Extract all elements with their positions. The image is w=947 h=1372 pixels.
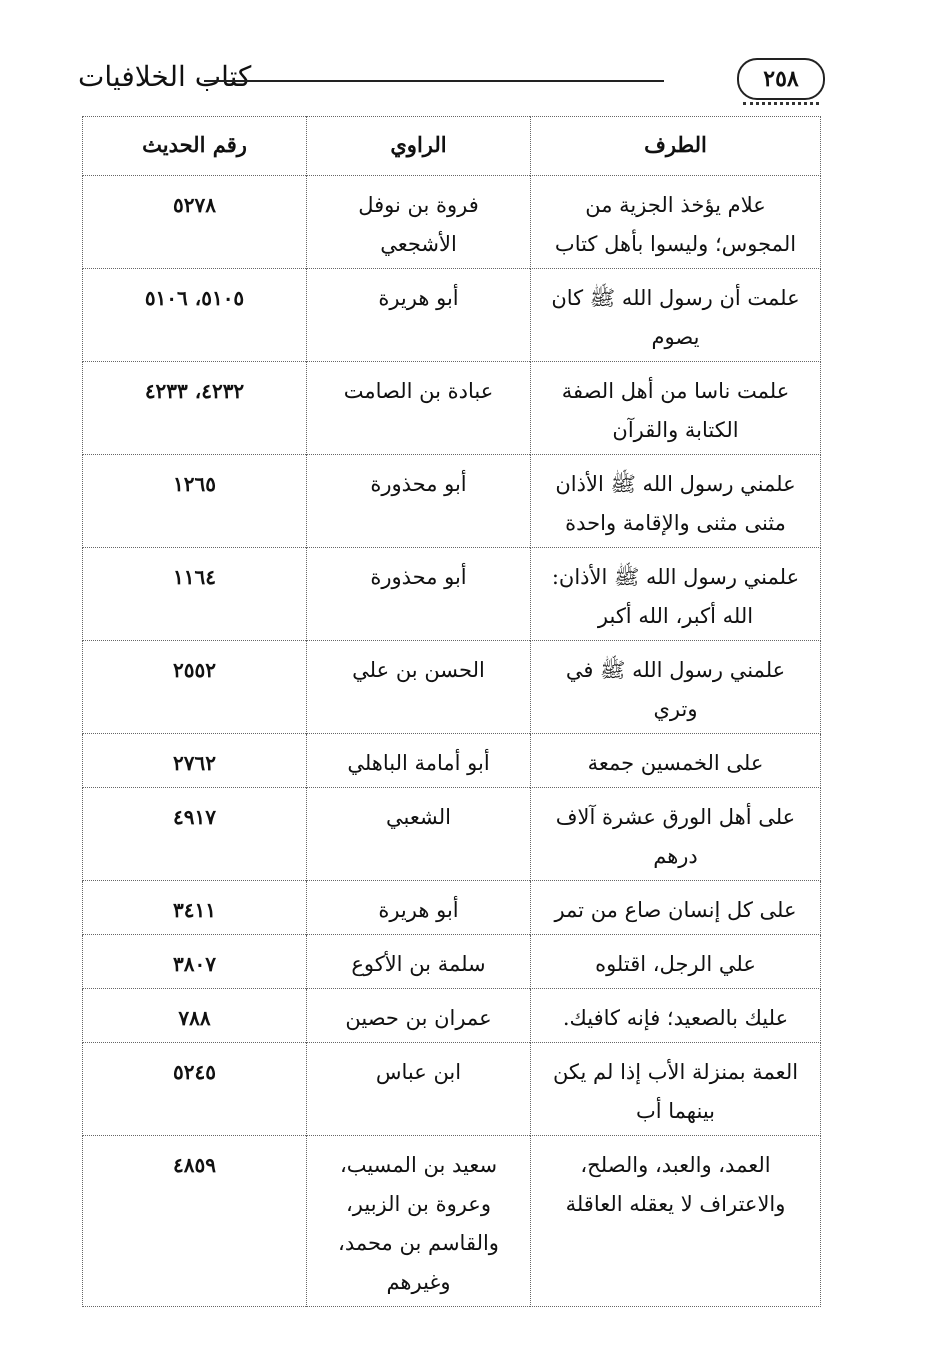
table-row bbox=[83, 1043, 821, 1136]
hadith-number-cell: ٥٢٧٨ bbox=[83, 176, 307, 269]
page-number-badge: ٢٥٨ bbox=[737, 58, 825, 100]
rawi-cell: الحسن بن علي bbox=[307, 641, 531, 734]
table-row bbox=[83, 935, 821, 989]
page-header bbox=[78, 52, 825, 102]
hadith-number-cell: ٧٨٨ bbox=[83, 989, 307, 1043]
table-row bbox=[83, 989, 821, 1043]
rawi-cell: فروة بن نوفل الأشجعي bbox=[307, 176, 531, 269]
tarf-cell: علمت أن رسول الله ﷺ كان يصوم bbox=[531, 269, 821, 362]
rawi-cell: أبو محذورة bbox=[307, 455, 531, 548]
tarf-cell: عليك بالصعيد؛ فإنه كافيك. bbox=[531, 989, 821, 1043]
rawi-cell: سعيد بن المسيب، وعروة بن الزبير، والقاسم بن محمد، وغيرهم bbox=[307, 1136, 531, 1307]
rawi-cell: عمران بن حصين bbox=[307, 989, 531, 1043]
column-header-rawi: الراوي bbox=[307, 117, 531, 176]
tarf-cell: علمني رسول الله ﷺ في وتري bbox=[531, 641, 821, 734]
hadith-number-cell: ٥٢٤٥ bbox=[83, 1043, 307, 1136]
table-row bbox=[83, 881, 821, 935]
rawi-cell: أبو محذورة bbox=[307, 548, 531, 641]
hadith-number-cell: ٣٤١١ bbox=[83, 881, 307, 935]
rawi-cell: ابن عباس bbox=[307, 1043, 531, 1136]
header-rule bbox=[204, 80, 664, 82]
hadith-number-cell: ٥١٠٥، ٥١٠٦ bbox=[83, 269, 307, 362]
tarf-cell: علمني رسول الله ﷺ الأذان: الله أكبر، الله أكبر bbox=[531, 548, 821, 641]
hadith-number-cell: ٤٨٥٩ bbox=[83, 1136, 307, 1307]
table-row bbox=[83, 269, 821, 362]
tarf-cell: علمني رسول الله ﷺ الأذان مثنى مثنى والإقامة واحدة bbox=[531, 455, 821, 548]
rawi-cell: عبادة بن الصامت bbox=[307, 362, 531, 455]
rawi-cell: أبو هريرة bbox=[307, 881, 531, 935]
table-row bbox=[83, 455, 821, 548]
hadith-number-cell: ١٢٦٥ bbox=[83, 455, 307, 548]
column-header-tarf: الطرف bbox=[531, 117, 821, 176]
rawi-cell: الشعبي bbox=[307, 788, 531, 881]
table-row bbox=[83, 1136, 821, 1307]
table-row bbox=[83, 548, 821, 641]
tarf-cell: علي الرجل، اقتلوه bbox=[531, 935, 821, 989]
hadith-number-cell: ١١٦٤ bbox=[83, 548, 307, 641]
hadith-number-cell: ٤٢٣٢، ٤٢٣٣ bbox=[83, 362, 307, 455]
rawi-cell: أبو أمامة الباهلي bbox=[307, 734, 531, 788]
column-header-number: رقم الحديث bbox=[83, 117, 307, 176]
table-header-row bbox=[83, 117, 821, 176]
tarf-cell: علمت ناسا من أهل الصفة الكتابة والقرآن bbox=[531, 362, 821, 455]
hadith-number-cell: ٤٩١٧ bbox=[83, 788, 307, 881]
book-title: كتاب الخلافيات bbox=[78, 60, 252, 93]
tarf-cell: العمة بمنزلة الأب إذا لم يكن بينهما أب bbox=[531, 1043, 821, 1136]
hadith-index-table bbox=[82, 116, 821, 1307]
rawi-cell: سلمة بن الأكوع bbox=[307, 935, 531, 989]
table-row bbox=[83, 176, 821, 269]
rawi-cell: أبو هريرة bbox=[307, 269, 531, 362]
hadith-number-cell: ٢٥٥٢ bbox=[83, 641, 307, 734]
table-row bbox=[83, 734, 821, 788]
hadith-number-cell: ٣٨٠٧ bbox=[83, 935, 307, 989]
table-row bbox=[83, 362, 821, 455]
tarf-cell: علام يؤخذ الجزية من المجوس؛ وليسوا بأهل كتاب bbox=[531, 176, 821, 269]
tarf-cell: على الخمسين جمعة bbox=[531, 734, 821, 788]
tarf-cell: العمد، والعبد، والصلح، والاعتراف لا يعقله العاقلة bbox=[531, 1136, 821, 1307]
hadith-number-cell: ٢٧٦٢ bbox=[83, 734, 307, 788]
tarf-cell: على أهل الورق عشرة آلاف درهم bbox=[531, 788, 821, 881]
tarf-cell: على كل إنسان صاع من تمر bbox=[531, 881, 821, 935]
table-row bbox=[83, 641, 821, 734]
table-row bbox=[83, 788, 821, 881]
